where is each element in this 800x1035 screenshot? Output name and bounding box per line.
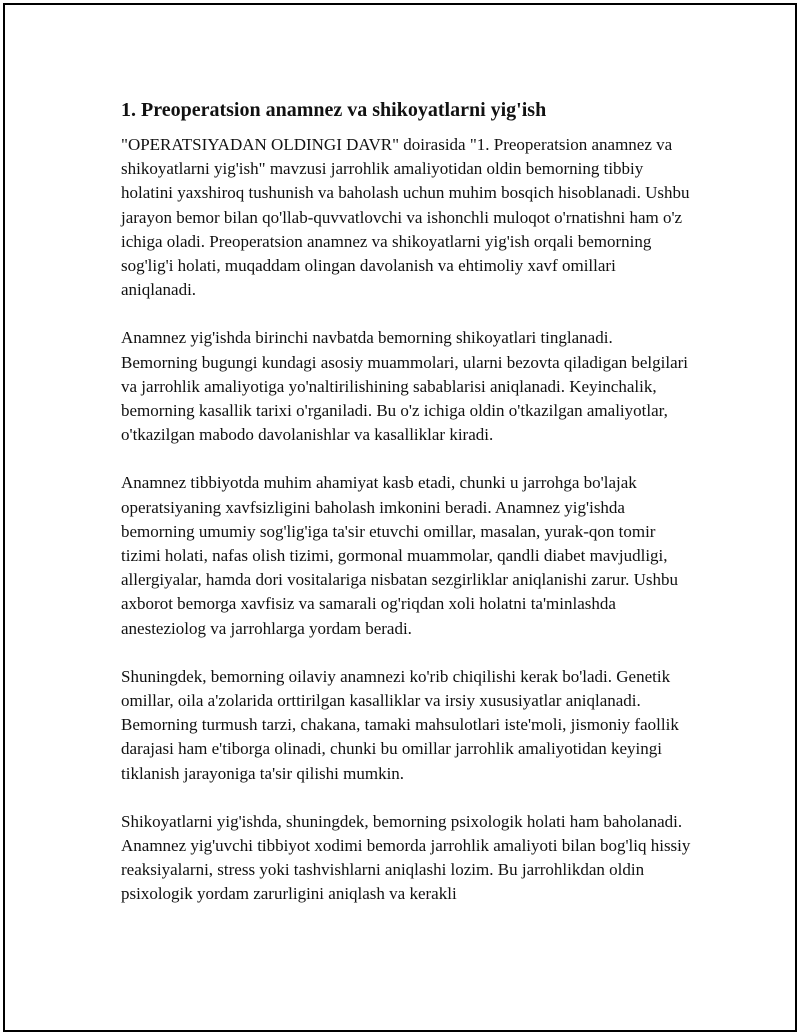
document-body xyxy=(121,97,691,931)
page-frame xyxy=(3,3,797,1032)
section-heading: 1. Preoperatsion anamnez va shikoyatlarni yig'ish xyxy=(121,99,547,121)
paragraph-5: Shikoyatlarni yig'ishda, shuningdek, bemorning psixologik holati ham baholanadi. Anamnez yig'uvchi tibbiyot xodimi bemorda jarrohlik amaliyoti bilan bog'liq hissiy reaksiyalarni, stress yoki tashvishlarni aniqlashi lozim. Bu jarrohlikdan oldin psixologik yordam zarurligini aniqlash va kerakli xyxy=(121,811,691,904)
paragraph-3: Anamnez tibbiyotda muhim ahamiyat kasb etadi, chunki u jarrohga bo'lajak operatsiyaning xavfsizligini baholash imkonini beradi. Anamnez yig'ishda bemorning umumiy sog'lig'iga ta'sir etuvchi omillar, masalan, yurak-qon tomir tizimi holati, nafas olish tizimi, gormonal muammolar, qandli diabet mavjudligi, allergiyalar, hamda dori vositalariga nisbatan sezgirliklar aniqlanishi zarur. Ushbu axborot bemorga xavfisiz va samarali og'riqdan xoli holatni ta'minlashda anesteziolog va jarrohlarga yordam beradi. xyxy=(121,473,678,638)
paragraph-1: "OPERATSIYADAN OLDINGI DAVR" doirasida "1. Preoperatsion anamnez va shikoyatlarni yig'ish" mavzusi jarrohlik amaliyotidan oldin bemorning tibbiy holatini yaxshiroq tushunish va baholash uchun muhim bosqich hisoblanadi. Ushbu jarayon bemor bilan qo'llab-quvvatlovchi va ishonchli muloqot o'rnatishni ham o'z ichiga oladi. Preoperatsion anamnez va shikoyatlarni yig'ish orqali bemorning sog'lig'i holati, muqaddam olingan davolanish va ehtimoliy xavf omillari aniqlanadi. xyxy=(121,135,690,300)
paragraph-4: Shuningdek, bemorning oilaviy anamnezi ko'rib chiqilishi kerak bo'ladi. Genetik omillar, oila a'zolarida orttirilgan kasalliklar va irsiy xususiyatlar aniqlanadi. Bemorning turmush tarzi, chakana, tamaki mahsulotlari iste'moli, jismoniy faollik darajasi ham e'tiborga olinadi, chunki bu omillar jarrohlik amaliyotidan keyingi tiklanish jarayoniga ta'sir qilishi mumkin. xyxy=(121,666,679,783)
paragraph-2: Anamnez yig'ishda birinchi navbatda bemorning shikoyatlari tinglanadi. Bemorning bugungi kundagi asosiy muammolari, ularni bezovta qiladigan belgilari va jarrohlik amaliyotiga yo'naltirilishining sabablarisi aniqlanadi. Keyinchalik, bemorning kasallik tarixi o'rganiladi. Bu o'z ichiga oldin o'tkazilgan amaliyotlar, o'tkazilgan mabodo davolanishlar va kasalliklar kiradi. xyxy=(121,328,689,445)
